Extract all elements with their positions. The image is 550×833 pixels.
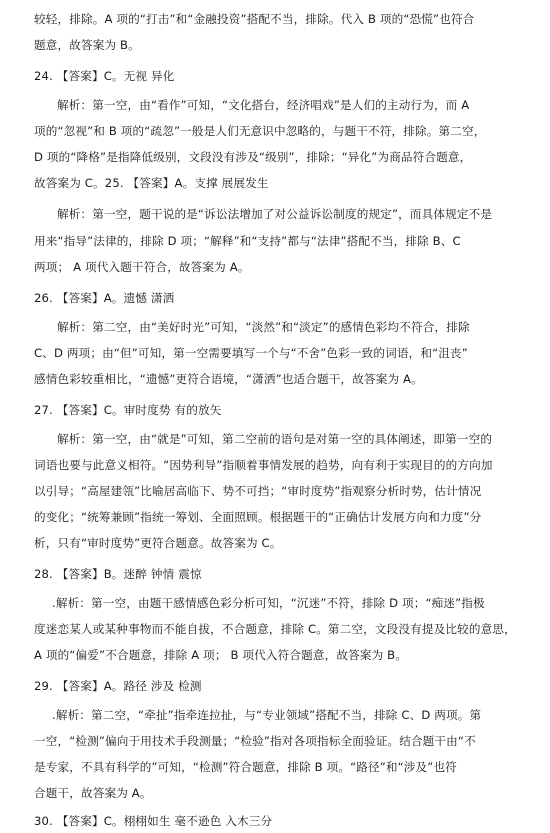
answer-heading-26: 26. 【答案】A。遗憾 潇洒	[34, 291, 175, 305]
answer-heading-29: 29. 【答案】A。路径 涉及 检测	[34, 679, 202, 693]
text-line: .解析：第二空，“牵扯”指牵连拉扯，与“专业领域”搭配不当，排除 C、D 两项。第	[52, 708, 482, 722]
text-line: 故答案为 C。25. 【答案】A。支撑 展展发生	[34, 176, 269, 190]
text-line: 一空，“检测”偏向于用技术手段测量；“检验”指对各项指标全面验证。结合题干由“不	[34, 734, 476, 748]
text-line: 用来“指导”法律的，排除 D 项；“解释”和“支持”都与“法律”搭配不当，排除 B、C	[34, 234, 461, 248]
text-line: 合题干，故答案为 A。	[34, 786, 152, 800]
text-line: 项的“忽视”和 B 项的“疏忽”一般是人们无意识中忽略的，与题干不符，排除。第二空，	[34, 124, 486, 138]
text-line: 较轻，排除。A 项的“打击”和“金融投资”搭配不当，排除。代入 B 项的“恐慌”也符合	[34, 12, 475, 26]
text-line: 析，只有“审时度势”更符合题意。故答案为 C。	[34, 536, 282, 550]
text-line: C、D 两项；由“但”可知，第一空需要填写一个与“不舍”色彩一致的词语，和“沮丧”	[34, 346, 468, 360]
text-line: 解析：第一空，由“就是”可知，第二空前的语句是对第一空的具体阐述，即第一空的	[57, 432, 493, 446]
text-line: .解析：第一空，由题干感情感色彩分析可知，“沉迷”不符，排除 D 项；“痴迷”指极	[52, 596, 485, 610]
text-line: 两项； A 项代入题干符合，故答案为 A。	[34, 260, 250, 274]
text-line: 感情色彩较重相比，“遗憾”更符合语境，“潇洒”也适合题干，故答案为 A。	[34, 372, 423, 386]
text-line: 是专家，不具有科学的”可知，“检测”符合题意，排除 B 项。“路径”和“涉及”也符	[34, 760, 457, 774]
answer-heading-27: 27. 【答案】C。审时度势 有的放矢	[34, 403, 222, 417]
answer-heading-28: 28. 【答案】B。迷醉 钟情 震惊	[34, 567, 202, 581]
text-line: 解析：第一空，由“看作”可知，“文化搭台，经济唱戏”是人们的主动行为，而 A	[57, 98, 470, 112]
text-line: A 项的“偏爱”不合题意，排除 A 项； B 项代入符合题意，故答案为 B。	[34, 648, 408, 662]
text-line: 度迷恋某人或某种事物而不能自拔，不合题意，排除 C。第二空，文段没有提及比较的意思，	[34, 622, 516, 636]
text-line: 解析：第二空，由“美好时光”可知，“淡然”和“淡定”的感情色彩均不符合，排除	[57, 320, 470, 334]
text-line: 的变化；“统筹兼顾”指统一筹划、全面照顾。根据题干的“正确估计发展方向和力度”分	[34, 510, 482, 524]
answer-heading-30: 30. 【答案】C。栩栩如生 毫不逊色 入木三分	[34, 814, 273, 828]
text-line: D 项的“降格”是指降低级别，文段没有涉及“级别”，排除；“异化”为商品符合题意，	[34, 150, 472, 164]
answer-heading-24: 24. 【答案】C。无视 异化	[34, 69, 175, 83]
text-line: 解析：第一空，题干说的是“诉讼法增加了对公益诉讼制度的规定”，而具体规定不是	[57, 207, 493, 221]
text-line: 以引导；“高屋建瓴”比喻居高临下、势不可挡；“审时度势”指观察分析时势，估计情况	[34, 484, 482, 498]
text-line: 词语也要与此意义相符。“因势利导”指顺着事情发展的趋势，向有利于实现目的的方向加	[34, 458, 493, 472]
text-line: 题意，故答案为 B。	[34, 38, 140, 52]
